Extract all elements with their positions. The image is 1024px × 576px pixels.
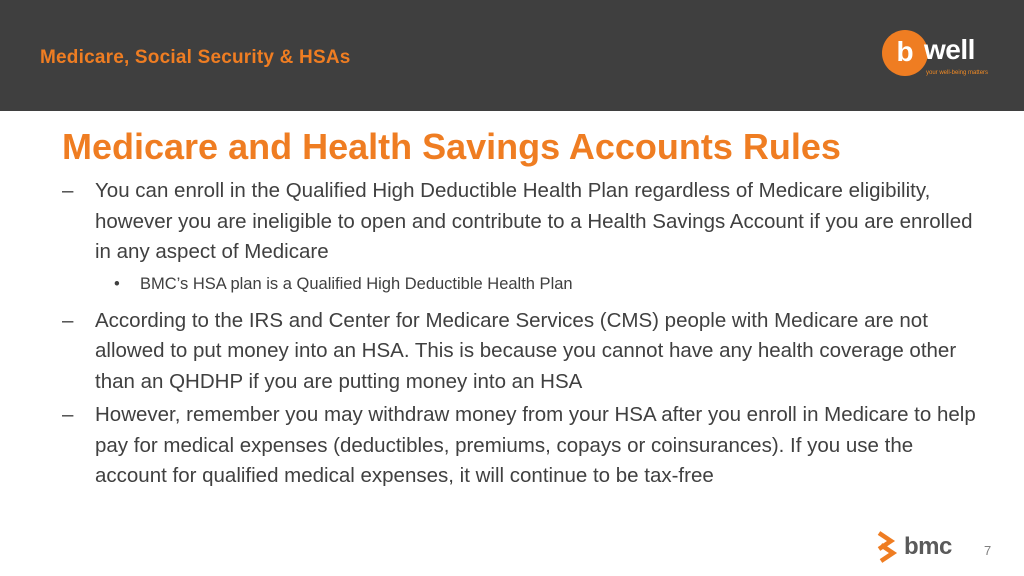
header-title: Medicare, Social Security & HSAs (40, 47, 351, 68)
dash-marker: – (62, 403, 74, 426)
header-bar (0, 0, 1024, 111)
bwell-logo-tagline: your well-being matters (926, 70, 989, 76)
sub-list-item-text: BMC’s HSA plan is a Qualified High Deductible Health Plan (140, 274, 573, 293)
dash-marker: – (62, 308, 74, 332)
list-item (62, 400, 982, 492)
list-item-text: However, remember you may withdraw money from your HSA after you enroll in Medicare to help pay for medical expenses (deductibles, premiums, copays or coinsurances). If you use the account for qualified medical expenses, it will continue to be tax-free (95, 403, 976, 487)
slide-title: Medicare and Health Savings Accounts Rules (62, 126, 841, 167)
list-item-text: According to the IRS and Center for Medicare Services (CMS) people with Medicare are not allowed to put money into an HSA. This is because you cannot have any health coverage other than an QHDHP if you are putting money into an HSA (95, 308, 957, 393)
page-number: 7 (984, 543, 992, 558)
bwell-logo-word: well (924, 34, 975, 65)
bwell-logo (880, 30, 1000, 86)
slide-content (62, 176, 982, 495)
dash-marker: – (62, 179, 74, 202)
bmc-logo-text: bmc (904, 533, 952, 560)
list-item (62, 306, 982, 398)
list-item-text: You can enroll in the Qualified High Deductible Health Plan regardless of Medicare eligibility, however you are ineligible to open and contribute to a Health Savings Account if you are enrolled in any aspect of Medicare (95, 179, 973, 263)
bmc-logo (874, 530, 964, 566)
sub-list-item (114, 272, 982, 296)
bwell-logo-b: b (896, 36, 914, 67)
bmc-chevron-icon (874, 530, 898, 564)
list-item (62, 176, 982, 268)
bullet-marker: • (114, 274, 120, 293)
